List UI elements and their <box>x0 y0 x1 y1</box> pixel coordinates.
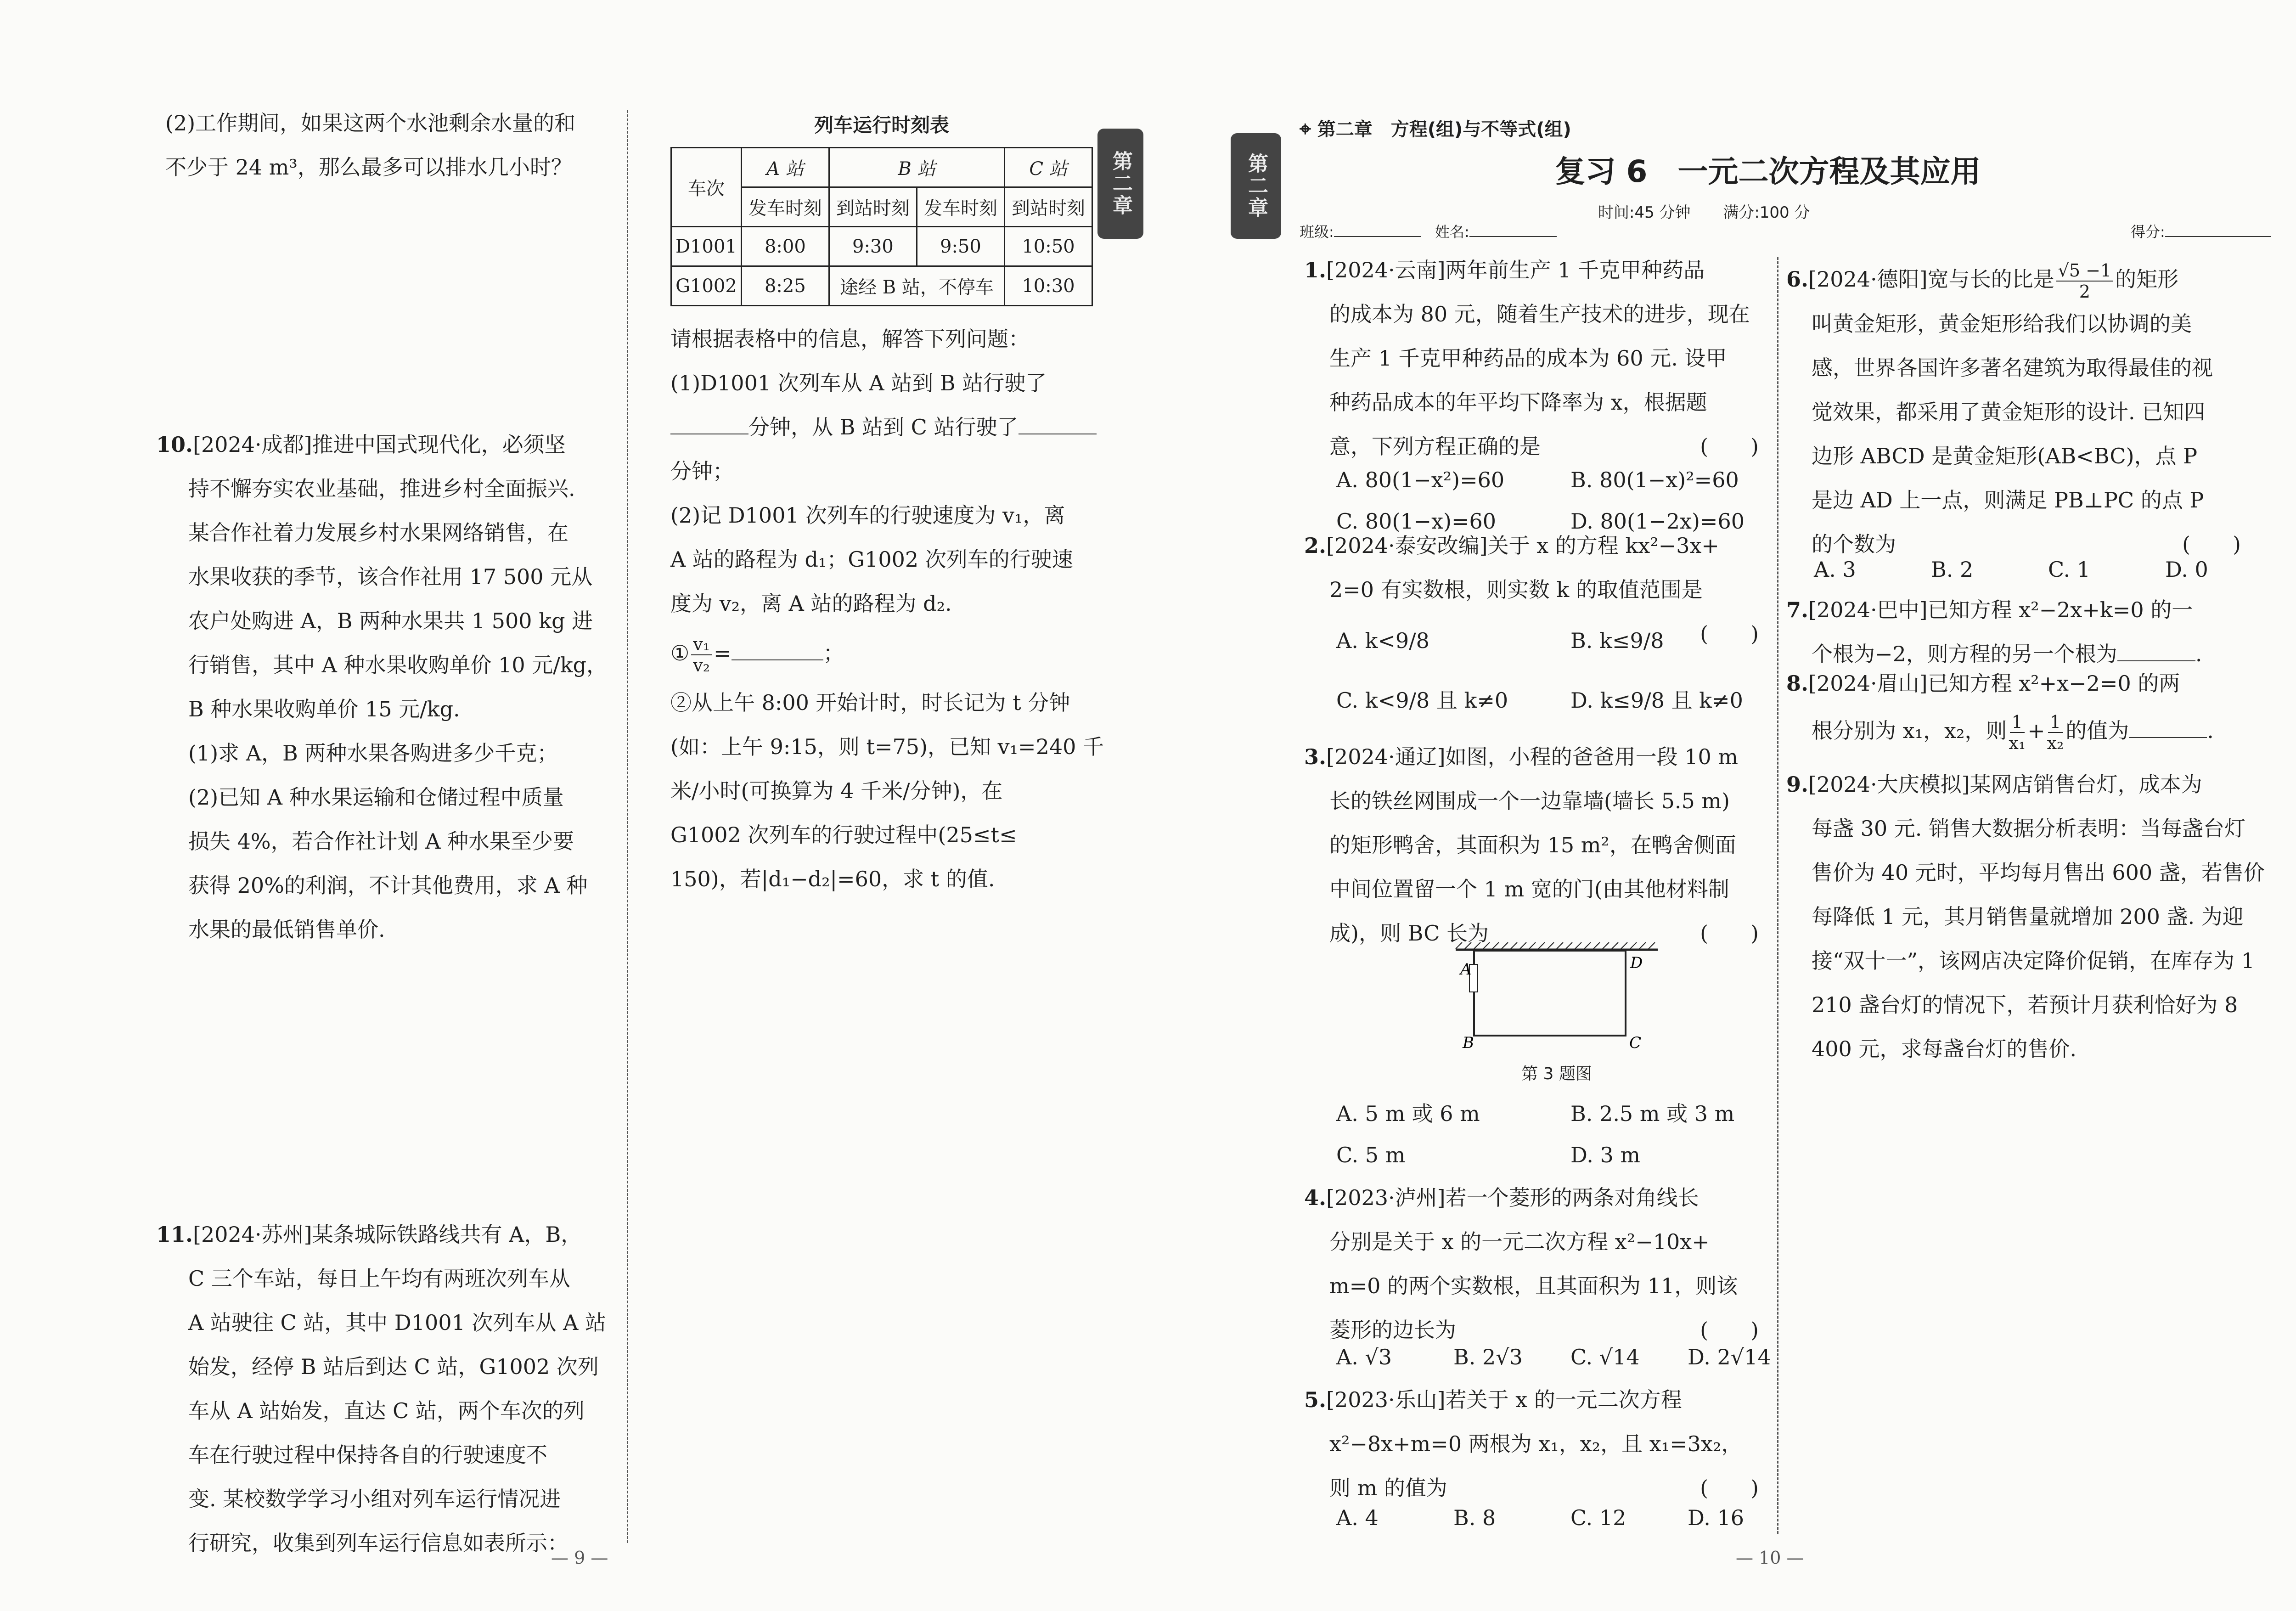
question-number: 5. <box>1304 1387 1327 1412</box>
question-number: 3. <box>1304 744 1327 769</box>
question-number: 7. <box>1786 597 1809 622</box>
table-cell: 8:25 <box>741 266 829 306</box>
label-b: B <box>1463 1034 1474 1052</box>
text-line: [2024·苏州]某条城际铁路线共有 A，B， <box>193 1222 582 1247</box>
option-c[interactable]: C. 1 <box>2048 557 2091 582</box>
option-a[interactable]: A. 4 <box>1336 1505 1379 1530</box>
fraction <box>2009 712 2026 753</box>
answer-paren[interactable]: ( ) <box>2182 532 2241 557</box>
fraction-numerator: v₁ <box>691 634 712 655</box>
question-number: 9. <box>1786 772 1809 797</box>
question-11-parts <box>670 317 1102 901</box>
text-line: 分钟； <box>670 459 734 484</box>
text-line: 每降低 1 元，其月销售量就增加 200 盏. 为迎 <box>1812 904 2244 929</box>
label-d: D <box>1630 954 1643 972</box>
text-line: 车从 A 站始发，直达 C 站，两个车次的列 <box>188 1398 585 1423</box>
text-line: 持不懈夯实农业基础，推进乡村全面振兴. <box>188 476 575 501</box>
location-pin-icon: ⌖ <box>1300 117 1311 141</box>
table-cell: 8:00 <box>741 227 829 266</box>
q9-part2 <box>165 101 625 189</box>
table-cell: 9:30 <box>829 227 917 266</box>
option-c[interactable]: C. 5 m <box>1336 1143 1406 1167</box>
text-line: 长的铁丝网围成一个一边靠墙(墙长 5.5 m) <box>1329 789 1730 813</box>
side-tab-label: 第二章 <box>1109 151 1132 217</box>
option-a[interactable]: A. √3 <box>1336 1345 1392 1369</box>
table-cell: G1002 <box>671 266 742 306</box>
table-header: 车次 <box>671 148 742 227</box>
text-line: 的矩形 <box>2115 267 2179 292</box>
text-line: 菱形的边长为 <box>1329 1318 1456 1342</box>
option-a[interactable]: A. 5 m 或 6 m <box>1336 1101 1480 1126</box>
text-line: 的值为 <box>2065 718 2129 743</box>
column-divider <box>1777 257 1778 1534</box>
text-line: 始发，经停 B 站后到达 C 站，G1002 次列 <box>188 1354 599 1379</box>
fraction-numerator: 1 <box>2048 712 2063 733</box>
q5-options <box>1336 1497 1744 1538</box>
text-line: 叫黄金矩形，黄金矩形给我们以协调的美 <box>1812 311 2192 336</box>
option-c[interactable]: C. 12 <box>1570 1505 1626 1530</box>
text-line: 变. 某校数学学习小组对列车运行情况进 <box>188 1487 561 1511</box>
text-line: 水果的最低销售单价. <box>188 917 385 942</box>
text-line: [2023·泸州]若一个菱形的两条对角线长 <box>1326 1185 1699 1210</box>
text-line: ① <box>670 641 690 665</box>
text-line: 生产 1 千克甲种药品的成本为 60 元. 设甲 <box>1329 346 1727 371</box>
question-6 <box>1786 257 2250 566</box>
side-tab-label: 第二章 <box>1244 153 1268 219</box>
table-row <box>671 148 1092 187</box>
text-line: 农户处购进 A，B 两种水果共 1 500 kg 进 <box>188 608 593 633</box>
option-c[interactable]: C. 80(1−x)=60 <box>1336 509 1497 534</box>
answer-paren[interactable]: ( ) <box>1700 621 1759 646</box>
text-line: A 站的路程为 d₁；G1002 次列车的行驶速 <box>670 547 1073 572</box>
timetable-title: 列车运行时刻表 <box>814 114 949 136</box>
text-line: [2023·乐山]若关于 x 的一元二次方程 <box>1326 1387 1682 1412</box>
text-line: [2024·巴中]已知方程 x²−2x+k=0 的一 <box>1808 597 2193 622</box>
answer-paren[interactable]: ( ) <box>1700 1476 1759 1500</box>
answer-paren[interactable]: ( ) <box>1700 434 1759 459</box>
page-title: 复习 6 一元二次方程及其应用 <box>1555 154 1981 189</box>
table-cell: 10:30 <box>1004 266 1092 306</box>
question-number: 2. <box>1304 533 1327 558</box>
page-number-left: — 9 — <box>551 1548 608 1568</box>
table-row <box>671 266 1092 306</box>
option-d[interactable]: D. k≤9/8 且 k≠0 <box>1570 688 1743 713</box>
text-line: 请根据表格中的信息，解答下列问题： <box>670 327 1030 351</box>
question-10 <box>156 422 615 952</box>
q3-figure <box>1446 941 1667 1052</box>
question-5 <box>1304 1378 1768 1510</box>
text-line: 边形 ABCD 是黄金矩形(AB<BC)，点 P <box>1812 444 2198 468</box>
option-b[interactable]: B. 8 <box>1453 1505 1496 1530</box>
text-line: (1)D1001 次列车从 A 站到 B 站行驶了 <box>670 371 1047 395</box>
chapter-header <box>1300 115 1571 141</box>
table-header: 到站时刻 <box>1004 187 1092 227</box>
text-line: [2024·通辽]如图，小程的爸爸用一段 10 m <box>1326 744 1739 769</box>
table-row <box>671 227 1092 266</box>
wall-hatching <box>1456 942 1655 949</box>
text-line: 种药品成本的年平均下降率为 x，根据题 <box>1329 390 1707 415</box>
fraction-denominator: x₁ <box>2009 733 2026 753</box>
text-line: 车在行驶过程中保持各自的行驶速度不 <box>188 1442 547 1467</box>
text-line: 不少于 24 m³，那么最多可以排水几小时？ <box>165 155 572 180</box>
option-c[interactable]: C. k<9/8 且 k≠0 <box>1336 688 1508 713</box>
answer-blank[interactable] <box>2129 718 2207 738</box>
class-field[interactable] <box>1334 223 1421 237</box>
side-tab-right <box>1231 133 1281 239</box>
text-line: [2024·成都]推进中国式现代化，必须坚 <box>193 432 566 457</box>
text-line: 分别是关于 x 的一元二次方程 x²−10x+ <box>1329 1229 1710 1254</box>
question-number: 6. <box>1786 267 1809 292</box>
text-line: (如：上午 9:15，则 t=75)，已知 v₁=240 千 <box>670 734 1104 759</box>
text-line: [2024·德阳]宽与长的比是 <box>1808 267 2054 292</box>
question-1 <box>1304 248 1768 468</box>
q2-options <box>1336 611 1743 730</box>
side-tab-left <box>1097 129 1143 239</box>
question-11 <box>156 1212 615 1565</box>
q6-options <box>1814 549 2208 590</box>
time-limit: 时间:45 分钟 <box>1598 203 1691 222</box>
text-line: [2024·云南]两年前生产 1 千克甲种药品 <box>1326 258 1705 282</box>
q4-options <box>1336 1336 1771 1378</box>
fraction-denominator: 2 <box>2079 282 2090 302</box>
table-header: B 站 <box>829 148 1004 187</box>
text-line: [2024·大庆模拟]某网店销售台灯，成本为 <box>1808 772 2202 797</box>
option-a[interactable]: A. 80(1−x²)=60 <box>1336 468 1505 492</box>
table-cell: D1001 <box>671 227 742 266</box>
answer-blank[interactable] <box>1019 414 1097 434</box>
table-cell: 9:50 <box>917 227 1004 266</box>
text-line: m=0 的两个实数根，且其面积为 11，则该 <box>1329 1273 1738 1298</box>
text-line: ②从上午 8:00 开始计时，时长记为 t 分钟 <box>670 690 1070 715</box>
text-line: 某合作社着力发展乡村水果网络销售，在 <box>188 520 568 545</box>
timetable <box>670 147 1093 306</box>
option-b[interactable]: B. k≤9/8 <box>1570 628 1664 653</box>
text-line: 是边 AD 上一点，则满足 PB⊥PC 的点 P <box>1812 488 2204 513</box>
question-9 <box>1786 762 2265 1071</box>
exam-meta <box>1598 200 1810 222</box>
label-a: A <box>1460 960 1472 979</box>
name-field[interactable] <box>1469 223 1557 237</box>
full-score: 满分:100 分 <box>1723 203 1810 222</box>
fraction-numerator: 1 <box>2010 712 2025 733</box>
text-line: 接“双十一”，该网店决定降价促销，在库存为 1 <box>1812 948 2255 973</box>
text-line: (1)求 A，B 两种水果各购进多少千克； <box>188 741 558 766</box>
text-line: 损失 4%，若合作社计划 A 种水果至少要 <box>188 829 574 854</box>
question-7: 7.[2024·巴中]已知方程 x²−2x+k=0 的一 个根为−2，则方程的另一个根为 . <box>1786 597 2202 666</box>
text-line: 的矩形鸭舍，其面积为 15 m²，在鸭舍侧面 <box>1329 833 1736 857</box>
option-d[interactable]: D. 0 <box>2165 557 2208 582</box>
name-label: 姓名: <box>1435 223 1469 241</box>
table-cell: 10:50 <box>1004 227 1092 266</box>
text-line: C 三个车站，每日上午均有两班次列车从 <box>188 1266 570 1291</box>
text-line: 获得 20%的利润，不计其他费用，求 A 种 <box>188 873 588 898</box>
text-line: 个根为−2，则方程的另一个根为 <box>1812 642 2117 666</box>
fraction <box>2056 260 2114 302</box>
figure-caption: 第 3 题图 <box>1521 1065 1592 1083</box>
text-line: 150)，若|d₁−d₂|=60，求 t 的值. <box>670 867 995 891</box>
text-line: 根分别为 x₁，x₂，则 <box>1812 718 2007 743</box>
option-d[interactable]: D. 2√14 <box>1688 1345 1771 1369</box>
answer-blank[interactable] <box>670 414 748 434</box>
text-line: (2)已知 A 种水果运输和仓储过程中质量 <box>188 785 564 810</box>
table-header: 发车时刻 <box>917 187 1004 227</box>
text-line: 400 元，求每盏台灯的售价. <box>1812 1036 2077 1061</box>
duck-pen-rectangle <box>1474 951 1626 1036</box>
fraction-denominator: x₂ <box>2047 733 2064 753</box>
answer-blank[interactable] <box>2117 641 2195 661</box>
text-line: 度为 v₂，离 A 站的路程为 d₂. <box>670 591 952 616</box>
text-line: 成)，则 BC 长为 <box>1329 921 1489 946</box>
option-a[interactable]: A. 3 <box>1814 557 1856 582</box>
text-line: 的成本为 80 元，随着生产技术的进步，现在 <box>1329 302 1750 327</box>
fraction <box>691 634 712 676</box>
question-number: 10. <box>156 432 193 457</box>
option-a[interactable]: A. k<9/8 <box>1336 628 1429 653</box>
text-line: 2=0 有实数根，则实数 k 的取值范围是 <box>1329 577 1703 602</box>
fraction-denominator: v₂ <box>693 655 710 676</box>
text-line: 的个数为 <box>1812 532 1896 557</box>
text-line: 觉效果，都采用了黄金矩形的设计. 已知四 <box>1812 400 2206 424</box>
column-divider <box>627 110 628 1543</box>
score-box <box>2131 220 2271 242</box>
option-b[interactable]: B. 2.5 m 或 3 m <box>1570 1101 1735 1126</box>
table-header: 到站时刻 <box>829 187 917 227</box>
question-number: 4. <box>1304 1185 1327 1210</box>
text-line: 210 盏台灯的情况下，若预计月获利恰好为 8 <box>1812 992 2238 1017</box>
text-line: G1002 次列车的行驶过程中(25≤t≤ <box>670 822 1017 847</box>
text-line: (2)记 D1001 次列车的行驶速度为 v₁，离 <box>670 503 1065 528</box>
option-d[interactable]: D. 3 m <box>1570 1143 1640 1167</box>
table-header: 发车时刻 <box>741 187 829 227</box>
text-line: 水果收获的季节，该合作社用 17 500 元从 <box>188 564 593 589</box>
table-header: C 站 <box>1004 148 1092 187</box>
option-d[interactable]: D. 16 <box>1688 1505 1745 1530</box>
text-line: B 种水果收购单价 15 元/kg. <box>188 697 460 721</box>
text-line: 每盏 30 元. 销售大数据分析表明：当每盏台灯 <box>1812 816 2246 841</box>
question-3 <box>1304 735 1768 955</box>
question-number: 11. <box>156 1222 193 1247</box>
text-line: (2)工作期间，如果这两个水池剩余水量的和 <box>165 111 576 135</box>
text-line: ； <box>823 641 844 665</box>
question-8: 8.[2024·眉山]已知方程 x²+x−2=0 的两 根分别为 x₁，x₂，则 $\frac{1}{\text{x₁}}$ + $\frac{1}{\text{x₂}}$ 的值为 . <box>1786 671 2214 753</box>
option-d[interactable]: D. 80(1−2x)=60 <box>1570 509 1745 534</box>
plus-sign: + <box>2027 718 2045 743</box>
score-label: 得分: <box>2131 223 2165 241</box>
table-header: A 站 <box>741 148 829 187</box>
answer-blank[interactable] <box>732 640 823 660</box>
text-line: 行销售，其中 A 种水果收购单价 10 元/kg， <box>188 653 608 677</box>
table-cell: 途经 B 站，不停车 <box>829 266 1004 306</box>
q3-options <box>1336 1093 1734 1176</box>
class-label: 班级: <box>1300 223 1334 241</box>
text-line: = <box>713 641 732 665</box>
fraction-numerator: √5 −1 <box>2056 260 2114 282</box>
text-line: 则 m 的值为 <box>1329 1476 1447 1500</box>
text-line: 售价为 40 元时，平均每月售出 600 盏，若售价 <box>1812 860 2265 885</box>
text-line: 意，下列方程正确的是 <box>1329 434 1541 459</box>
student-info <box>1300 220 1557 242</box>
text-line: A 站驶往 C 站，其中 D1001 次列车从 A 站 <box>188 1310 606 1335</box>
question-4 <box>1304 1176 1768 1352</box>
fraction <box>2047 712 2064 753</box>
text-line: 分钟，从 B 站到 C 站行驶了 <box>748 415 1019 439</box>
text-line: 感，世界各国许多著名建筑为取得最佳的视 <box>1812 355 2213 380</box>
question-number: 1. <box>1304 258 1327 282</box>
label-c: C <box>1629 1034 1642 1052</box>
text-line: x²−8x+m=0 两根为 x₁，x₂，且 x₁=3x₂， <box>1329 1431 1743 1456</box>
option-b[interactable]: B. 2√3 <box>1453 1345 1523 1369</box>
answer-paren[interactable]: ( ) <box>1700 921 1759 946</box>
option-c[interactable]: C. √14 <box>1570 1345 1640 1369</box>
text-line: 中间位置留一个 1 m 宽的门(由其他材料制 <box>1329 877 1729 901</box>
chapter-title: 第二章 方程(组)与不等式(组) <box>1317 119 1571 140</box>
option-b[interactable]: B. 80(1−x)²=60 <box>1570 468 1739 492</box>
text-line: [2024·泰安改编]关于 x 的方程 kx²−3x+ <box>1326 533 1719 558</box>
text-line: [2024·眉山]已知方程 x²+x−2=0 的两 <box>1808 671 2180 696</box>
question-number: 8. <box>1786 671 1809 696</box>
option-b[interactable]: B. 2 <box>1931 557 1974 582</box>
text-line: 行研究，收集到列车运行信息如表所示： <box>188 1531 568 1555</box>
text-line: 米/小时(可换算为 4 千米/分钟)，在 <box>670 778 1003 803</box>
answer-paren[interactable]: ( ) <box>1700 1318 1759 1342</box>
page-number-right: — 10 — <box>1736 1548 1804 1568</box>
score-field[interactable] <box>2165 223 2271 237</box>
